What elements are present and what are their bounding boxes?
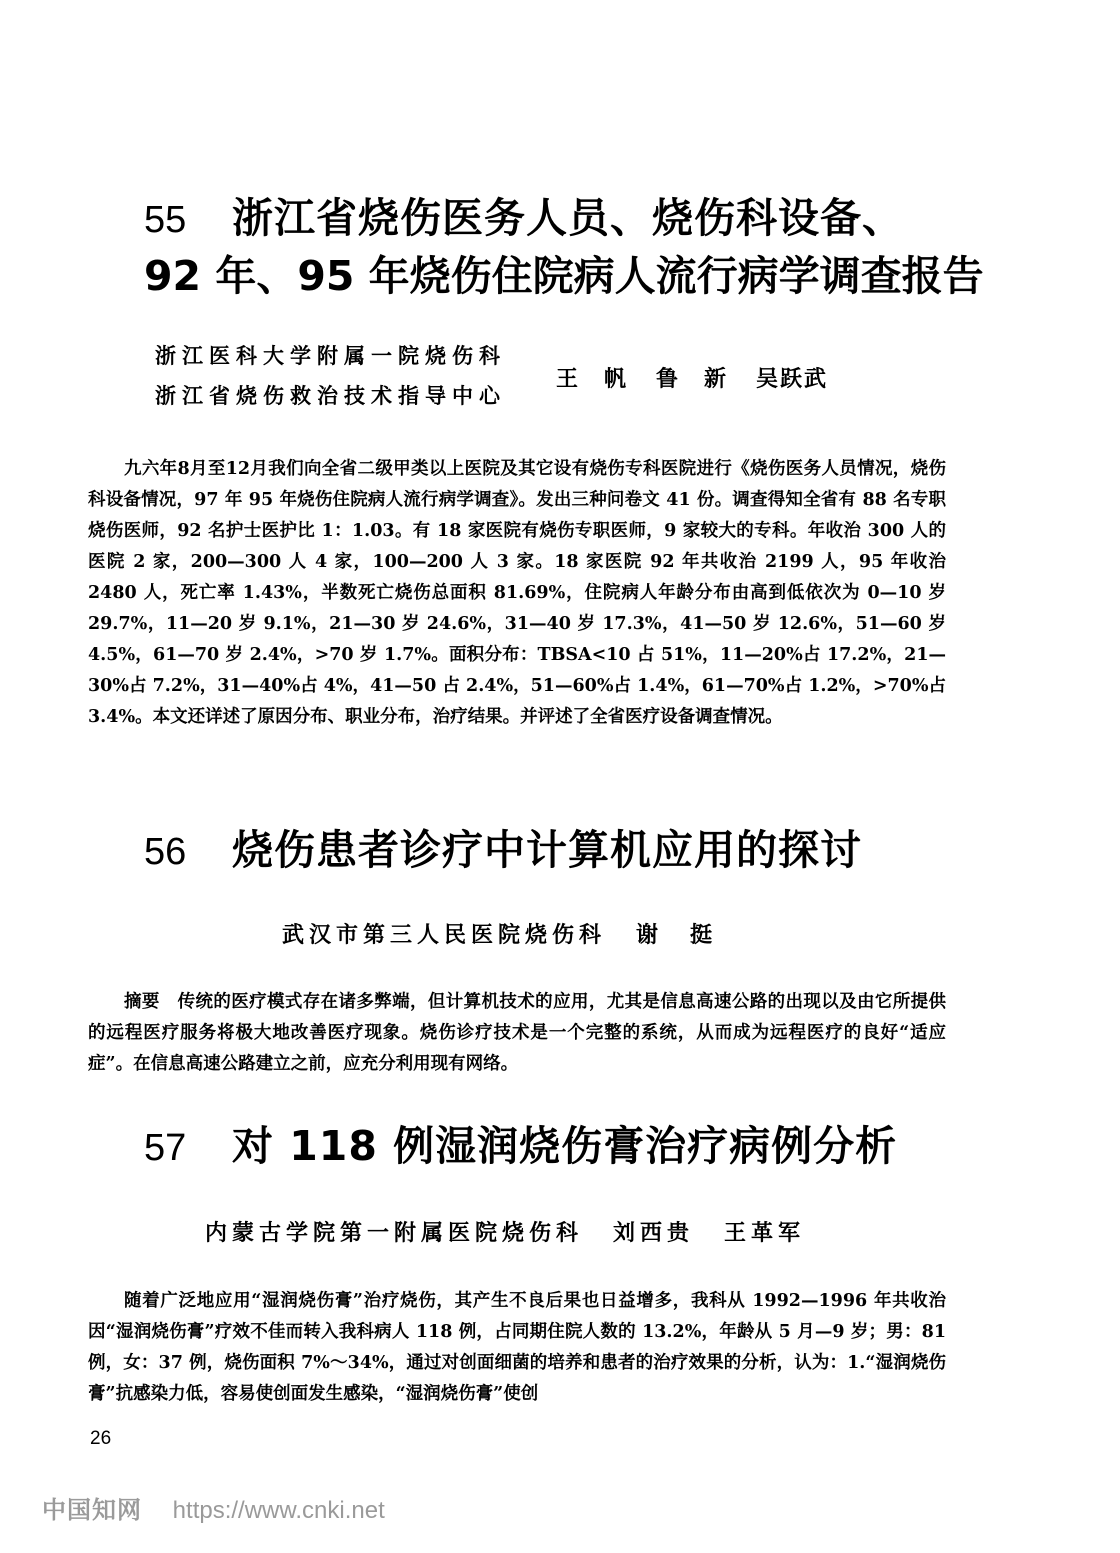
author-name: 谢 挺 — [636, 922, 718, 948]
author-name: 吴跃武 — [756, 366, 829, 392]
article-abstract: 九六年8月至12月我们向全省二级甲类以上医院及其它设有烧伤专科医院进行《烧伤医务人员情况，烧伤科设备情况，97 年 95 年烧伤住院病人流行病学调查》。发出三种问卷文 41 份。调查得知全省有 88 名专职烧伤医师，92 名护士医护比 1：1.03。有 18 家医院有烧伤专职医师，9 家较大的专科。年收治 300 人的医院 2 家，200—300 人 4 家，100—200 人 3 家。18 家医院 92 年共收治 2199 人，95 年收治 2480 人，死亡率 1.43%，半数死亡烧伤总面积 81.69%，住院病人年龄分布由高到低依次为 0—10 岁 29.7%，11—20 岁 9.1%，21—30 岁 24.6%，31—40 岁 17.3%，41—50 岁 12.6%，51—60 岁 4.5%，61—70 岁 2.4%，>70 岁 1.7%。面积分布：TBSA<10 占 51%，11—20%占 17.2%，21—30%占 7.2%，31—40%占 4%，41—50 占 2.4%，51—60%占 1.4%，61—70%占 1.2%，>70%占 3.4%。本文还详述了原因分布、职业分布，治疗结果。并评述了全省医疗设备调查情况。 — [88, 459, 946, 727]
article-title: 对 118 例湿润烧伤膏治疗病例分析 — [232, 1122, 898, 1170]
article-title-line-2: 92 年、95 年烧伤住院病人流行病学调查报告 — [144, 252, 984, 300]
byline — [282, 918, 747, 949]
article-title: 浙江省烧伤医务人员、烧伤科设备、 — [232, 194, 904, 242]
site-footer — [42, 1490, 385, 1525]
cnki-logo: 中国知网 — [42, 1497, 142, 1524]
byline — [205, 1216, 835, 1247]
footer-url[interactable]: https://www.cnki.net — [172, 1497, 385, 1524]
article-title: 烧伤患者诊疗中计算机应用的探讨 — [232, 826, 862, 874]
affiliation: 浙江省烧伤救治技术指导中心 — [155, 383, 506, 408]
article-number: 56 — [144, 831, 187, 873]
article-abstract: 摘要 传统的医疗模式存在诸多弊端，但计算机技术的应用，尤其是信息高速公路的出现以及由它所提供的远程医疗服务将极大地改善医疗现象。烧伤诊疗技术是一个完整的系统，从而成为远程医疗的良好“适应症”。在信息高速公路建立之前，应充分利用现有网络。 — [88, 992, 946, 1074]
author-name: 王革军 — [724, 1220, 806, 1246]
affiliation: 浙江医科大学附属一院烧伤科 — [155, 343, 506, 368]
affiliation: 内蒙古学院第一附属医院烧伤科 — [205, 1220, 584, 1246]
author-name: 王 帆 — [556, 366, 629, 392]
page-number: 26 — [90, 1428, 112, 1449]
author-name: 刘西贵 — [613, 1220, 695, 1246]
article-number: 55 — [144, 199, 187, 241]
affiliation: 武汉市第三人民医院烧伤科 — [282, 922, 607, 948]
article-number: 57 — [144, 1127, 187, 1169]
author-list — [556, 362, 856, 393]
article-abstract: 随着广泛地应用“湿润烧伤膏”治疗烧伤，其产生不良后果也日益增多，我科从 1992—1996 年共收治因“湿润烧伤膏”疗效不佳而转入我科病人 118 例，占同期住院人数的 13.2%，年龄从 5 月—9 岁；男：81 例，女：37 例，烧伤面积 7%～34%，通过对创面细菌的培养和患者的治疗效果的分析，认为：1.“湿润烧伤膏”抗感染力低，容易使创面发生感染，“湿润烧伤膏”使创 — [88, 1291, 946, 1404]
author-name: 鲁 新 — [656, 366, 729, 392]
